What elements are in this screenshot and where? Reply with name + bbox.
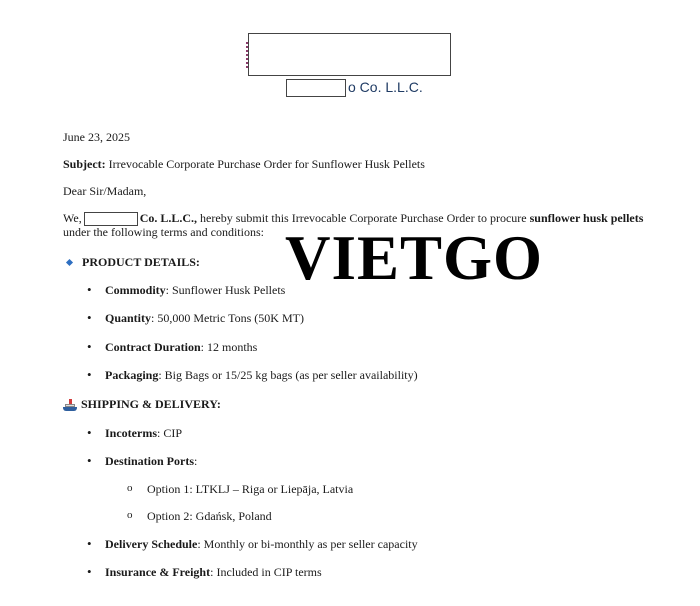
ship-icon	[63, 399, 77, 411]
salutation: Dear Sir/Madam,	[63, 184, 147, 198]
letterhead-company	[286, 79, 423, 97]
shipping-heading	[63, 397, 221, 412]
item-label: Quantity	[105, 311, 152, 325]
watermark: VIETGO	[285, 223, 544, 293]
intro-product: sunflower husk pellets	[529, 211, 644, 225]
item-label: Contract Duration	[105, 340, 201, 354]
port-option-text: Option 1: LTKLJ – Riga or Liepāja, Latvia	[147, 482, 354, 496]
item-label: Packaging	[105, 368, 159, 382]
item-value: :	[194, 454, 198, 468]
item-value: : 50,000 Metric Tons (50K MT)	[151, 311, 304, 325]
item-value: : Sunflower Husk Pellets	[165, 283, 286, 297]
subject-text: Irrevocable Corporate Purchase Order for Sunflower Husk Pellets	[108, 157, 425, 171]
intro-mid: hereby submit this Irrevocable Corporate Purchase Order to procure	[200, 211, 527, 225]
subject-line	[63, 157, 425, 171]
redacted-logo	[248, 33, 451, 76]
port-option-text: Option 2: Gdańsk, Poland	[147, 509, 272, 523]
product-heading-text: PRODUCT DETAILS:	[82, 255, 200, 269]
item-label: Destination Ports	[105, 454, 194, 468]
item-value: : Included in CIP terms	[210, 565, 322, 579]
item-value: : 12 months	[200, 340, 258, 354]
item-label: Incoterms	[105, 426, 157, 440]
intro-we: We,	[63, 211, 82, 225]
item-label: Commodity	[105, 283, 166, 297]
item-value: : Monthly or bi-monthly as per seller capacity	[197, 537, 418, 551]
intro-company: Co. L.L.C.,	[139, 211, 198, 225]
intro-line-2: under the following terms and conditions:	[63, 225, 264, 239]
blue-diamond-icon	[66, 259, 73, 266]
item-label: Insurance & Freight	[105, 565, 211, 579]
item-value: : Big Bags or 15/25 kg bags (as per seller availability)	[158, 368, 418, 382]
shipping-heading-text: SHIPPING & DELIVERY:	[81, 397, 221, 411]
item-value: : CIP	[156, 426, 182, 440]
company-suffix: o Co. L.L.C.	[348, 79, 423, 95]
item-label: Delivery Schedule	[105, 537, 198, 551]
letter-date: June 23, 2025	[63, 130, 130, 144]
subject-label: Subject:	[63, 157, 106, 171]
product-details-heading	[63, 255, 200, 270]
redacted-company-name	[286, 79, 346, 97]
